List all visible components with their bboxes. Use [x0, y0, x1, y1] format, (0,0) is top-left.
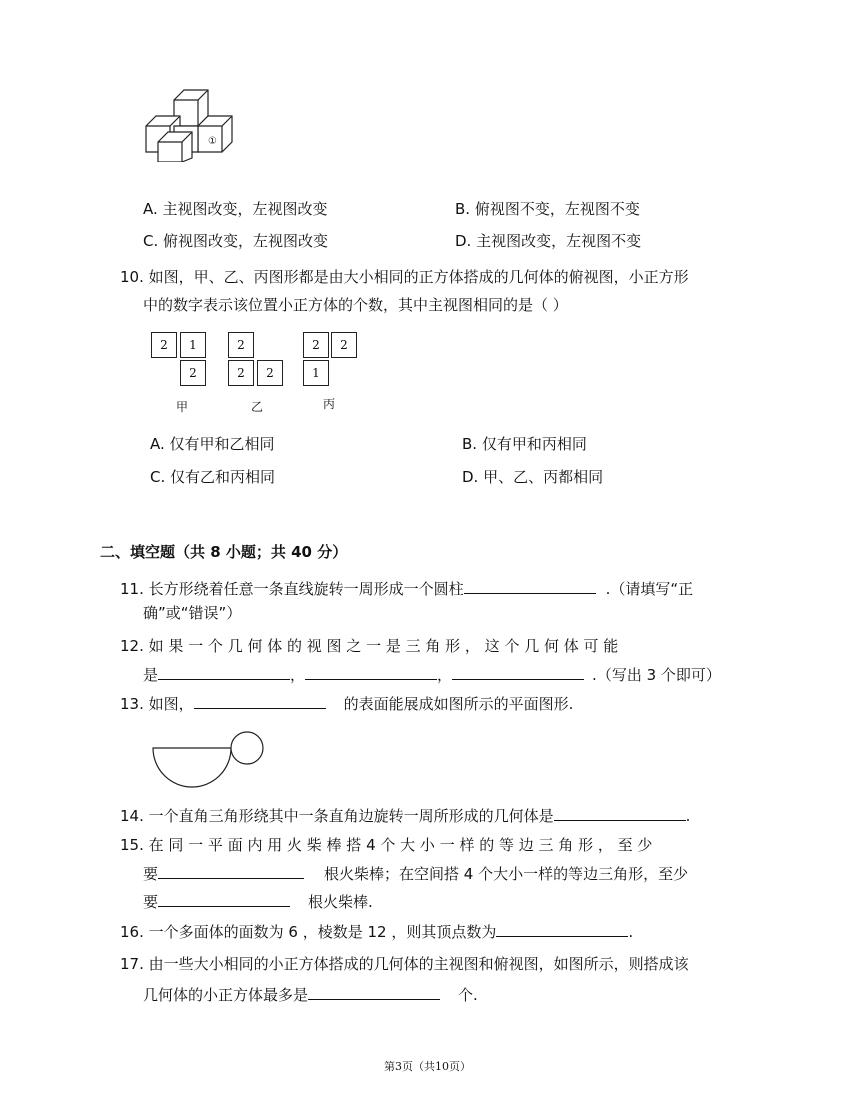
q17-text-a: 几何体的小正方体最多是: [143, 986, 309, 1004]
q11-line1: [120, 577, 693, 600]
q13-line: [120, 692, 573, 715]
grid-jia-cell: 2: [180, 360, 206, 386]
q14-text-a: 14. 一个直角三角形绕其中一条直角边旋转一周所形成的几何体是: [120, 807, 554, 825]
q11-text-a: 11. 长方形绕着任意一条直线旋转一周形成一个圆柱: [120, 580, 464, 598]
grid-yi-cell: 2: [228, 360, 254, 386]
q15-text-d: 根火柴棒.: [308, 893, 373, 911]
grid-yi-label: 乙: [251, 400, 264, 414]
q10-option-b: B. 仅有甲和丙相同: [462, 435, 587, 453]
q9-option-a: A. 主视图改变，左视图改变: [143, 200, 328, 218]
q15-text-c: 要: [143, 893, 159, 911]
q16-line: [120, 920, 633, 943]
q11-answer-blank[interactable]: [464, 577, 596, 594]
circle-one-label: ①: [208, 136, 217, 147]
q10-option-d: D. 甲、乙、丙都相同: [462, 468, 604, 486]
grid-bing-cell: 1: [303, 360, 329, 386]
q12-line2: [143, 663, 721, 686]
q9-option-d: D. 主视图改变，左视图不变: [455, 232, 642, 250]
q17-line1: 17. 由一些大小相同的小正方体搭成的几何体的主视图和俯视图，如图所示，则搭成该: [120, 955, 689, 973]
grid-bing-cell: 2: [331, 332, 357, 358]
q12-line1: 12. 如 果 一 个 几 何 体 的 视 图 之 一 是 三 角 形 ， 这 个 几 何 体 可 能: [120, 637, 619, 655]
q16-text-a: 16. 一个多面体的面数为 6 ，棱数是 12 ，则其顶点数为: [120, 923, 497, 941]
grid-bing-label: 丙: [323, 397, 336, 411]
grid-yi-cell: 2: [257, 360, 283, 386]
q15-text-b: 根火柴棒；在空间搭 4 个大小一样的等边三角形，至少: [324, 865, 689, 883]
q17-answer-blank[interactable]: [308, 983, 440, 1000]
q14-text-b: .: [685, 807, 691, 825]
q17-text-b: 个.: [458, 986, 478, 1004]
q15-text-a: 要: [143, 865, 159, 883]
grid-jia-cell: 1: [180, 332, 206, 358]
q16-answer-blank[interactable]: [496, 920, 628, 937]
q12-answer-blank-1[interactable]: [158, 663, 290, 680]
q15-line1: 15. 在 同 一 平 面 内 用 火 柴 棒 搭 4 个 大 小 一 样 的 等 边 三 角 形 ， 至 少: [120, 836, 653, 854]
q12-answer-blank-3[interactable]: [452, 663, 584, 680]
section-title: 二、填空题（共 8 小题；共 40 分）: [100, 543, 348, 561]
q14-answer-blank[interactable]: [554, 804, 686, 821]
q12-text-b: .（写出 3 个即可）: [592, 666, 721, 684]
q13-text-a: 13. 如图，: [120, 695, 194, 713]
q14-line: [120, 804, 690, 827]
grid-jia-label: 甲: [176, 400, 189, 414]
q12-separator: ，: [290, 666, 306, 684]
net-figure: [150, 728, 270, 796]
grid-jia-cell: 2: [151, 332, 177, 358]
q12-separator: ，: [437, 666, 453, 684]
q15-line2: [143, 862, 688, 885]
q11-line2: 确”或“错误”）: [143, 604, 242, 622]
q10-line1: 10. 如图，甲、乙、丙图形都是由大小相同的正方体搭成的几何体的俯视图，小正方形: [120, 268, 689, 286]
q12-answer-blank-2[interactable]: [305, 663, 437, 680]
q9-option-b: B. 俯视图不变，左视图不变: [455, 200, 640, 218]
q9-option-c: C. 俯视图改变，左视图改变: [143, 232, 329, 250]
q13-text-b: 的表面能展成如图所示的平面图形.: [343, 695, 574, 713]
q15-answer-blank-2[interactable]: [158, 890, 290, 907]
q10-line2: 中的数字表示该位置小正方体的个数，其中主视图相同的是（ ）: [143, 296, 568, 314]
q17-line2: [143, 983, 478, 1006]
grid-yi-cell: 2: [228, 332, 254, 358]
q12-text-a: 是: [143, 666, 159, 684]
q16-text-b: .: [628, 923, 634, 941]
q15-line3: [143, 890, 373, 913]
q15-answer-blank-1[interactable]: [158, 862, 304, 879]
grid-bing-cell: 2: [303, 332, 329, 358]
page-footer: 第3页（共10页）: [384, 1060, 471, 1073]
cube-figure: [140, 86, 240, 162]
q10-option-a: A. 仅有甲和乙相同: [150, 435, 275, 453]
q13-answer-blank[interactable]: [194, 692, 326, 709]
q10-option-c: C. 仅有乙和丙相同: [150, 468, 276, 486]
q11-text-b: .（请填写“正: [605, 580, 694, 598]
